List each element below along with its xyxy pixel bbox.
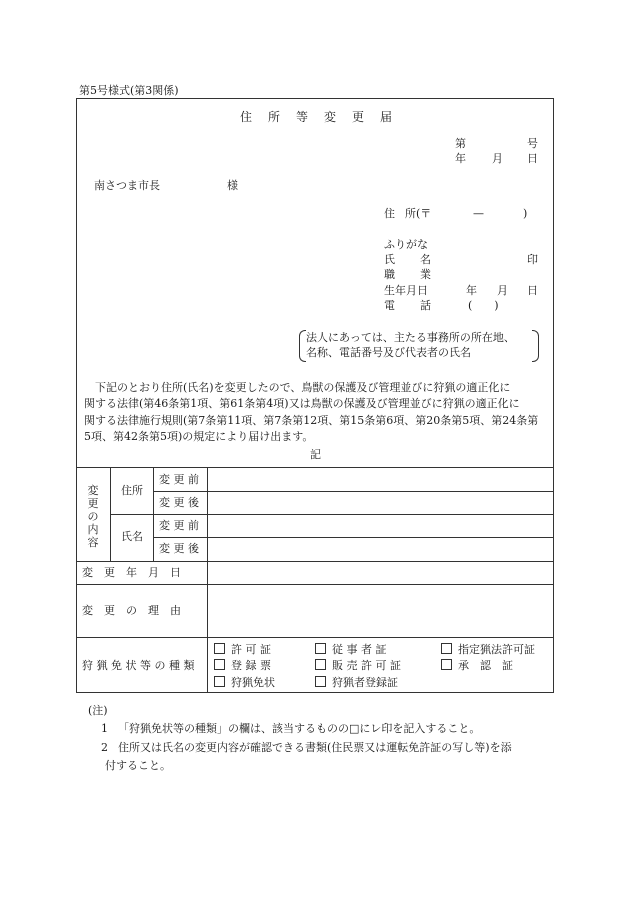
checkbox-icon[interactable]: [441, 659, 452, 670]
name-label: 氏: [384, 253, 395, 266]
address-label-2: 所(〒: [405, 207, 432, 220]
tel-paren: ( ): [468, 299, 499, 312]
body-line: 関する法律(第46条第1項、第61条第4項)又は鳥獣の保護及び管理並びに狩猟の適正化に: [84, 397, 520, 410]
name-label-2: 名: [420, 253, 431, 266]
form-title-char: 届: [380, 110, 393, 124]
tel-label-2: 話: [420, 299, 431, 312]
note-item: 「狩猟免状等の種類」の欄は、該当するものの□にレ印を記入すること。: [118, 722, 481, 735]
body-line: 関する法律施行規則(第7条第11項、第7条第12項、第15条第6項、第20条第5項、第24条第: [84, 414, 539, 427]
option-registration[interactable]: 登 録 票: [214, 659, 271, 673]
address-close: ): [523, 207, 528, 220]
date-month: 月: [492, 152, 503, 165]
birth-label: 生年月日: [384, 284, 428, 297]
option-permit[interactable]: 許 可 証: [214, 643, 271, 657]
change-date-label: 変 更 年 月 日: [82, 566, 181, 579]
before-label: 変 更 前: [159, 473, 199, 486]
table-line: [76, 637, 554, 638]
table-vline: [110, 467, 111, 561]
name-row-label: 氏名: [121, 530, 143, 543]
checkbox-icon[interactable]: [214, 676, 225, 687]
option-sales-permit[interactable]: 販 売 許 可 証: [315, 659, 401, 673]
table-vline: [207, 467, 208, 693]
corporate-note-line1: 法人にあっては、主たる事務所の所在地、: [306, 331, 515, 344]
form-title-char: 住: [240, 110, 253, 124]
note-item-cont: 付すること。: [105, 759, 171, 772]
form-title-char: 所: [268, 110, 281, 124]
change-reason-label: 変 更 の 理 由: [82, 604, 181, 617]
date-year: 年: [455, 152, 466, 165]
corporate-note-line2: 名称、電話番号及び代表者の氏名: [306, 346, 471, 359]
note-number: 2: [101, 741, 108, 754]
body-line: 下記のとおり住所(氏名)を変更したので、鳥獣の保護及び管理並びに狩猟の適正化に: [84, 381, 511, 394]
tel-label: 電: [384, 299, 395, 312]
change-content-label: 変更の内容: [87, 484, 99, 549]
form-label: 第5号様式(第3関係): [79, 84, 179, 97]
address-label: 住: [384, 207, 395, 220]
table-line: [110, 514, 554, 515]
checkbox-icon[interactable]: [315, 643, 326, 654]
seal-mark: 印: [527, 253, 538, 266]
after-label: 変 更 後: [159, 496, 199, 509]
number-dai: 第: [455, 137, 466, 150]
addressee-name: 南さつま市長: [94, 179, 160, 192]
table-vline: [153, 467, 154, 561]
form-title-char: 変: [324, 110, 337, 124]
table-line: [76, 561, 554, 562]
option-hunter-registration[interactable]: 狩猟者登録証: [315, 676, 398, 690]
checkbox-icon[interactable]: [441, 643, 452, 654]
checkbox-icon[interactable]: [214, 643, 225, 654]
date-day: 日: [527, 152, 538, 165]
note-item: 住所又は氏名の変更内容が確認できる書類(住民票又は運転免許証の写し等)を添: [118, 741, 512, 754]
body-line: 5項、第42条第5項)の規定により届け出ます。: [84, 430, 314, 443]
table-top-line: [76, 467, 554, 468]
after-label: 変 更 後: [159, 542, 199, 555]
birth-month: 月: [497, 284, 508, 297]
checkbox-icon[interactable]: [214, 659, 225, 670]
address-row-label: 住所: [121, 484, 143, 497]
note-number: 1: [101, 722, 108, 735]
form-title-char: 更: [352, 110, 365, 124]
job-label: 職: [384, 268, 395, 281]
table-line: [153, 491, 554, 492]
form-title-char: 等: [296, 110, 309, 124]
table-line: [153, 537, 554, 538]
birth-year: 年: [466, 284, 477, 297]
bracket-right: [532, 330, 539, 362]
table-line: [76, 584, 554, 585]
ki-mark: 記: [310, 448, 321, 461]
checkbox-icon[interactable]: [315, 659, 326, 670]
option-designated-method[interactable]: 指定猟法許可証: [441, 643, 535, 657]
option-hunting-license[interactable]: 狩猟免状: [214, 676, 275, 690]
checkbox-icon[interactable]: [315, 676, 326, 687]
birth-day: 日: [527, 284, 538, 297]
option-worker-cert[interactable]: 従 事 者 証: [315, 643, 387, 657]
postal-dash: —: [473, 207, 484, 220]
number-go: 号: [527, 137, 538, 150]
license-type-label: 狩 猟 免 状 等 の 種 類: [82, 659, 195, 672]
furigana-label: ふりがな: [384, 238, 428, 251]
addressee-sama: 様: [227, 179, 238, 192]
option-approval[interactable]: 承 認 証: [441, 659, 513, 673]
before-label: 変 更 前: [159, 519, 199, 532]
bracket-left: [299, 330, 306, 362]
notes-heading: (注): [88, 704, 108, 717]
job-label-2: 業: [420, 268, 431, 281]
